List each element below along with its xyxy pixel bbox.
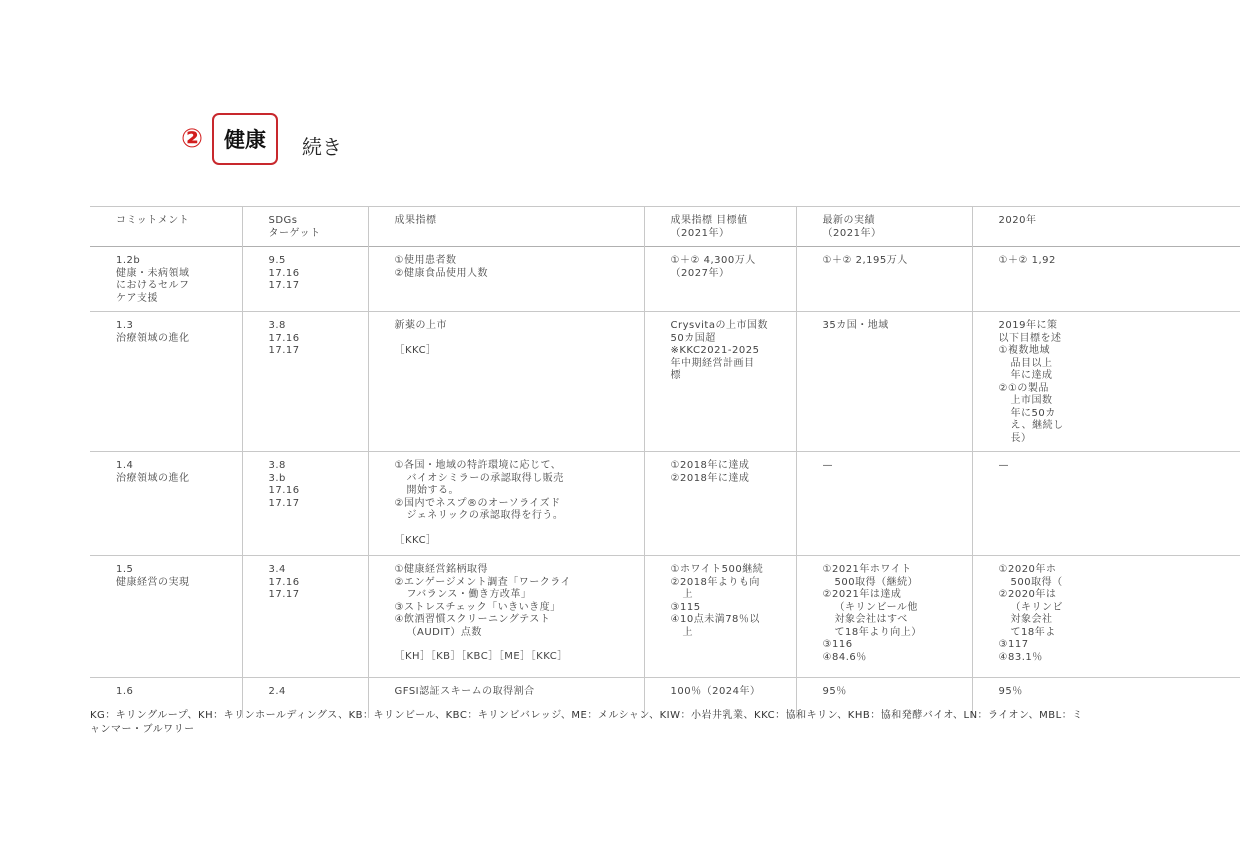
cell-text: 17.17 <box>268 497 300 509</box>
column-header-kpi <box>368 207 644 247</box>
cell-year-2020 <box>972 452 1240 556</box>
cell-text: ③117 <box>998 639 1029 650</box>
continued-label: 続き <box>302 134 342 159</box>
cell-text: ④83.1％ <box>998 651 1043 663</box>
cell-text: フバランス・働き方改革」 <box>406 589 532 600</box>
cell-sdgs-target <box>242 247 368 312</box>
cell-text: （キリンビ <box>1010 601 1063 613</box>
column-header-year-2020 <box>972 207 1240 247</box>
cell-latest-result <box>796 452 972 556</box>
table-row <box>90 312 1240 452</box>
cell-text: 35カ国・地域 <box>822 320 889 331</box>
cell-text: ①＋② 4,300万人 <box>670 255 756 266</box>
cell-gap <box>395 523 638 535</box>
cell-text: ②2018年よりも向 <box>670 576 760 588</box>
cell-year-2020 <box>972 556 1240 678</box>
cell-gap <box>395 333 638 345</box>
cell-text: ①2018年に達成 <box>670 460 750 471</box>
cell-text: ①使用患者数 <box>394 255 457 266</box>
cell-text: ［KKC］ <box>394 534 437 546</box>
cell-text: 500取得（ <box>1010 576 1063 588</box>
cell-kpi <box>368 556 644 678</box>
cell-text: （2021年） <box>822 227 882 239</box>
cell-sdgs-target <box>242 556 368 678</box>
cell-text: 1.4 <box>116 460 134 471</box>
cell-text: 成果指標 目標値 <box>670 215 748 226</box>
cell-text: ②エンゲージメント調査「ワークライ <box>394 576 571 588</box>
table-row <box>90 556 1240 678</box>
cell-text: 17.16 <box>268 576 300 588</box>
cell-text: 17.16 <box>268 267 300 279</box>
cell-text: ①＋② 1,92 <box>998 255 1056 266</box>
table-row <box>90 452 1240 556</box>
column-header-kpi-target <box>644 207 796 247</box>
section-badge: 健康 <box>212 113 278 165</box>
cell-text: 17.16 <box>268 485 300 496</box>
cell-text: 最新の実績 <box>822 215 875 226</box>
cell-sdgs-target <box>242 452 368 556</box>
cell-text: 3.8 <box>268 460 286 471</box>
cell-text: ④飲酒習慣スクリーニングテスト <box>394 614 551 625</box>
table-row <box>90 247 1240 312</box>
cell-text: GFSI認証スキームの取得割合 <box>394 686 535 697</box>
cell-text: ②2018年に達成 <box>670 472 750 484</box>
cell-text: ※KKC2021-2025 <box>670 345 760 356</box>
cell-text: ①2021年ホワイト <box>822 564 912 575</box>
commitment-table <box>90 206 1240 718</box>
cell-year-2020 <box>972 247 1240 312</box>
cell-text: 1.5 <box>116 564 134 575</box>
cell-text: 17.17 <box>268 589 300 600</box>
cell-text: 年に達成 <box>1010 370 1053 381</box>
cell-text: 上 <box>682 589 693 600</box>
cell-text: 開始する。 <box>406 485 459 496</box>
cell-text: 500取得（継続） <box>834 576 919 588</box>
cell-text: ②健康食品使用人数 <box>394 267 488 279</box>
cell-kpi <box>368 312 644 452</box>
cell-text: SDGs <box>268 215 298 226</box>
cell-text: ①2020年ホ <box>998 564 1057 575</box>
cell-kpi-target <box>644 556 796 678</box>
section-header <box>176 110 342 168</box>
cell-text: 95％ <box>822 686 847 697</box>
cell-text: 年中期経営計画目 <box>670 357 755 369</box>
cell-text: ③115 <box>670 601 701 613</box>
cell-text: 対象会社はすべ <box>834 614 908 625</box>
cell-text: ［KH］［KB］［KBC］［ME］［KKC］ <box>394 651 568 662</box>
cell-text: ①各国・地域の特許環境に応じて、 <box>394 460 562 471</box>
cell-kpi-target <box>644 247 796 312</box>
cell-text: ジェネリックの承認取得を行う。 <box>406 510 564 521</box>
cell-text: ①複数地域 <box>998 345 1050 356</box>
cell-commitment <box>90 452 242 556</box>
cell-text: 2.4 <box>268 686 286 697</box>
table-header <box>90 207 1240 247</box>
cell-text: ①＋② 2,195万人 <box>822 255 908 266</box>
cell-text: ②2020年は <box>998 589 1057 600</box>
cell-text: 50カ国超 <box>670 332 716 344</box>
cell-sdgs-target <box>242 312 368 452</box>
cell-text: て18年よ <box>1010 626 1056 638</box>
cell-text: 治療領域の進化 <box>116 472 190 484</box>
cell-text: 健康経営の実現 <box>116 576 190 588</box>
cell-text: Crysvitaの上市国数 <box>670 320 768 331</box>
cell-text: ③116 <box>822 639 853 650</box>
cell-text: バイオシミラーの承認取得し販売 <box>406 472 564 484</box>
cell-text: 100％（2024年） <box>670 686 761 697</box>
cell-text: 標 <box>670 370 681 381</box>
cell-kpi-target <box>644 452 796 556</box>
cell-commitment <box>90 247 242 312</box>
cell-text: 長） <box>1010 432 1032 444</box>
cell-text: ①健康経営銘柄取得 <box>394 564 488 575</box>
column-header-sdgs-target <box>242 207 368 247</box>
cell-text: 年に50カ <box>1010 407 1056 419</box>
cell-text: て18年より向上） <box>834 626 922 638</box>
cell-text: 17.17 <box>268 280 300 291</box>
commitment-table-viewport <box>90 206 1098 697</box>
cell-year-2020 <box>972 312 1240 452</box>
column-header-commitment <box>90 207 242 247</box>
cell-kpi <box>368 247 644 312</box>
cell-text: — <box>998 460 1009 471</box>
cell-commitment <box>90 312 242 452</box>
cell-text: ④84.6％ <box>822 651 867 663</box>
cell-text: 3.b <box>268 472 286 484</box>
cell-text: 1.6 <box>116 686 134 697</box>
cell-text: 新薬の上市 <box>394 320 447 331</box>
cell-text: （2027年） <box>670 267 730 279</box>
cell-text: — <box>822 460 833 471</box>
cell-text: （AUDIT）点数 <box>406 626 482 638</box>
cell-text: 17.17 <box>268 345 300 356</box>
cell-text: （2021年） <box>670 227 730 239</box>
cell-text: 3.8 <box>268 320 286 331</box>
section-number: ② <box>180 124 203 154</box>
cell-text: 17.16 <box>268 332 300 344</box>
cell-text: ターゲット <box>268 227 321 239</box>
cell-latest-result <box>796 556 972 678</box>
cell-text: ③ストレスチェック「いきいき度」 <box>394 601 561 613</box>
cell-text: コミットメント <box>116 215 190 226</box>
cell-text: 品目以上 <box>1010 357 1053 369</box>
cell-text: 1.2b <box>116 255 141 266</box>
cell-commitment <box>90 556 242 678</box>
cell-text: 2019年に策 <box>998 320 1058 331</box>
cell-text: ②①の製品 <box>998 382 1049 394</box>
cell-text: 健康・未病領域 <box>116 267 190 279</box>
cell-text: 1.3 <box>116 320 134 331</box>
cell-text: 上 <box>682 626 693 638</box>
cell-text: 対象会社 <box>1010 614 1053 625</box>
cell-kpi <box>368 452 644 556</box>
cell-text: ②2021年は達成 <box>822 589 902 600</box>
cell-latest-result <box>796 312 972 452</box>
cell-kpi-target <box>644 312 796 452</box>
footnote: KG：キリングループ、KH：キリンホールディングス、KB：キリンビール、KBC：キリンビバレッジ、ME：メルシャン、KIW：小岩井乳業、KKC：協和キリン、KHB：協和発酵バイオ、LN：ライオン、MBL：ミャンマー・ブルワリー <box>90 710 1083 735</box>
cell-text: 2020年 <box>998 215 1037 226</box>
cell-text: ④10点未満78％以 <box>670 614 760 625</box>
cell-text: におけるセルフ <box>116 280 190 291</box>
cell-text: え、継続し <box>1010 420 1064 431</box>
cell-text: 3.4 <box>268 564 286 575</box>
cell-text: ②国内でネスプ®のオーソライズド <box>394 497 561 509</box>
header-row <box>90 207 1240 247</box>
column-header-latest-result <box>796 207 972 247</box>
cell-gap <box>395 639 638 651</box>
cell-text: 成果指標 <box>394 215 437 226</box>
cell-latest-result <box>796 247 972 312</box>
cell-text: ケア支援 <box>116 292 158 304</box>
cell-text: （キリンビール他 <box>834 601 918 613</box>
cell-text: ［KKC］ <box>394 344 437 356</box>
cell-text: 上市国数 <box>1010 395 1053 406</box>
table-body <box>90 247 1240 718</box>
cell-text: ①ホワイト500継続 <box>670 564 764 575</box>
cell-text: 以下目標を述 <box>998 332 1062 344</box>
cell-text: 9.5 <box>268 255 286 266</box>
cell-text: 治療領域の進化 <box>116 332 190 344</box>
cell-text: 95％ <box>998 686 1023 697</box>
